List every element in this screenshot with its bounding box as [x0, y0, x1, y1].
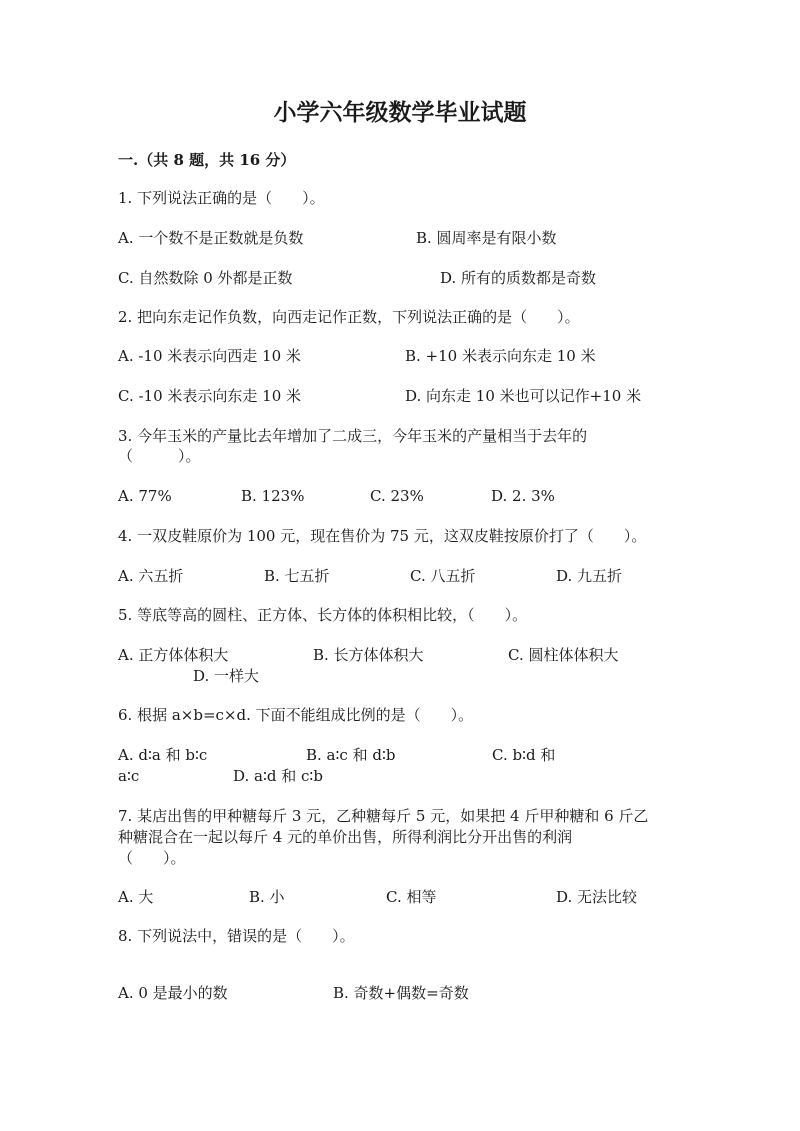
question-1-option-d: D. 所有的质数都是奇数: [440, 269, 597, 287]
question-8-option-b: B. 奇数+偶数=奇数: [333, 984, 469, 1002]
question-5-option-c: C. 圆柱体体积大: [508, 646, 619, 664]
question-4-option-b: B. 七五折: [264, 567, 330, 585]
question-4-option-a: A. 六五折: [118, 567, 184, 585]
question-6-option-d: D. a∶d 和 c∶b: [233, 767, 323, 785]
question-7-option-b: B. 小: [249, 888, 285, 906]
question-2-option-d: D. 向东走 10 米也可以记作+10 米: [405, 387, 642, 405]
question-2-option-b: B. +10 米表示向东走 10 米: [405, 347, 596, 365]
question-1-option-b: B. 圆周率是有限小数: [416, 229, 557, 247]
question-5-stem: 5. 等底等高的圆柱、正方体、长方体的体积相比较，（ ）。: [118, 606, 528, 624]
question-7-stem-line-1: 7. 某店出售的甲种糖每斤 3 元，乙种糖每斤 5 元，如果把 4 斤甲种糖和 6 斤乙: [118, 807, 649, 825]
question-3-stem-line-2: （ ）。: [118, 447, 201, 465]
question-3-option-a: A. 77%: [118, 487, 172, 505]
question-5-option-d: D. 一样大: [193, 667, 260, 685]
question-5-option-a: A. 正方体体积大: [118, 646, 229, 664]
question-3-option-b: B. 123%: [241, 487, 305, 505]
question-7-option-a: A. 大: [118, 888, 154, 906]
question-2-stem: 2. 把向东走记作负数，向西走记作正数，下列说法正确的是（ ）。: [118, 308, 580, 326]
question-7-stem-line-3: （ ）。: [118, 849, 186, 867]
question-6-option-c: C. b∶d 和: [492, 746, 556, 764]
question-2-option-c: C. -10 米表示向东走 10 米: [118, 387, 302, 405]
question-6-option-c-continued: a∶c: [118, 767, 140, 785]
question-4-option-d: D. 九五折: [556, 567, 623, 585]
question-3-stem-line-1: 3. 今年玉米的产量比去年增加了二成三，今年玉米的产量相当于去年的: [118, 427, 588, 445]
question-4-option-c: C. 八五折: [410, 567, 476, 585]
page-title: 小学六年级数学毕业试题: [273, 99, 527, 126]
question-7-option-c: C. 相等: [386, 888, 437, 906]
question-1-option-a: A. 一个数不是正数就是负数: [118, 229, 304, 247]
question-8-option-a: A. 0 是最小的数: [118, 984, 228, 1002]
question-3-option-c: C. 23%: [370, 487, 424, 505]
question-7-stem-line-2: 种糖混合在一起以每斤 4 元的单价出售，所得利润比分开出售的利润: [118, 828, 573, 846]
question-7-option-d: D. 无法比较: [556, 888, 638, 906]
question-1-stem: 1. 下列说法正确的是（ ）。: [118, 189, 325, 207]
question-2-option-a: A. -10 米表示向西走 10 米: [118, 347, 301, 365]
question-6-option-a: A. d∶a 和 b∶c: [118, 746, 208, 764]
question-1-option-c: C. 自然数除 0 外都是正数: [118, 269, 293, 287]
question-8-stem: 8. 下列说法中，错误的是（ ）。: [118, 927, 355, 945]
question-5-option-b: B. 长方体体积大: [313, 646, 424, 664]
question-4-stem: 4. 一双皮鞋原价为 100 元，现在售价为 75 元，这双皮鞋按原价打了（ ）。: [118, 527, 647, 545]
question-6-option-b: B. a∶c 和 d∶b: [306, 746, 396, 764]
question-3-option-d: D. 2. 3%: [491, 487, 555, 505]
question-6-stem: 6. 根据 a×b=c×d. 下面不能组成比例的是（ ）。: [118, 706, 474, 724]
section-heading: 一.（共 8 题，共 16 分）: [118, 151, 296, 169]
